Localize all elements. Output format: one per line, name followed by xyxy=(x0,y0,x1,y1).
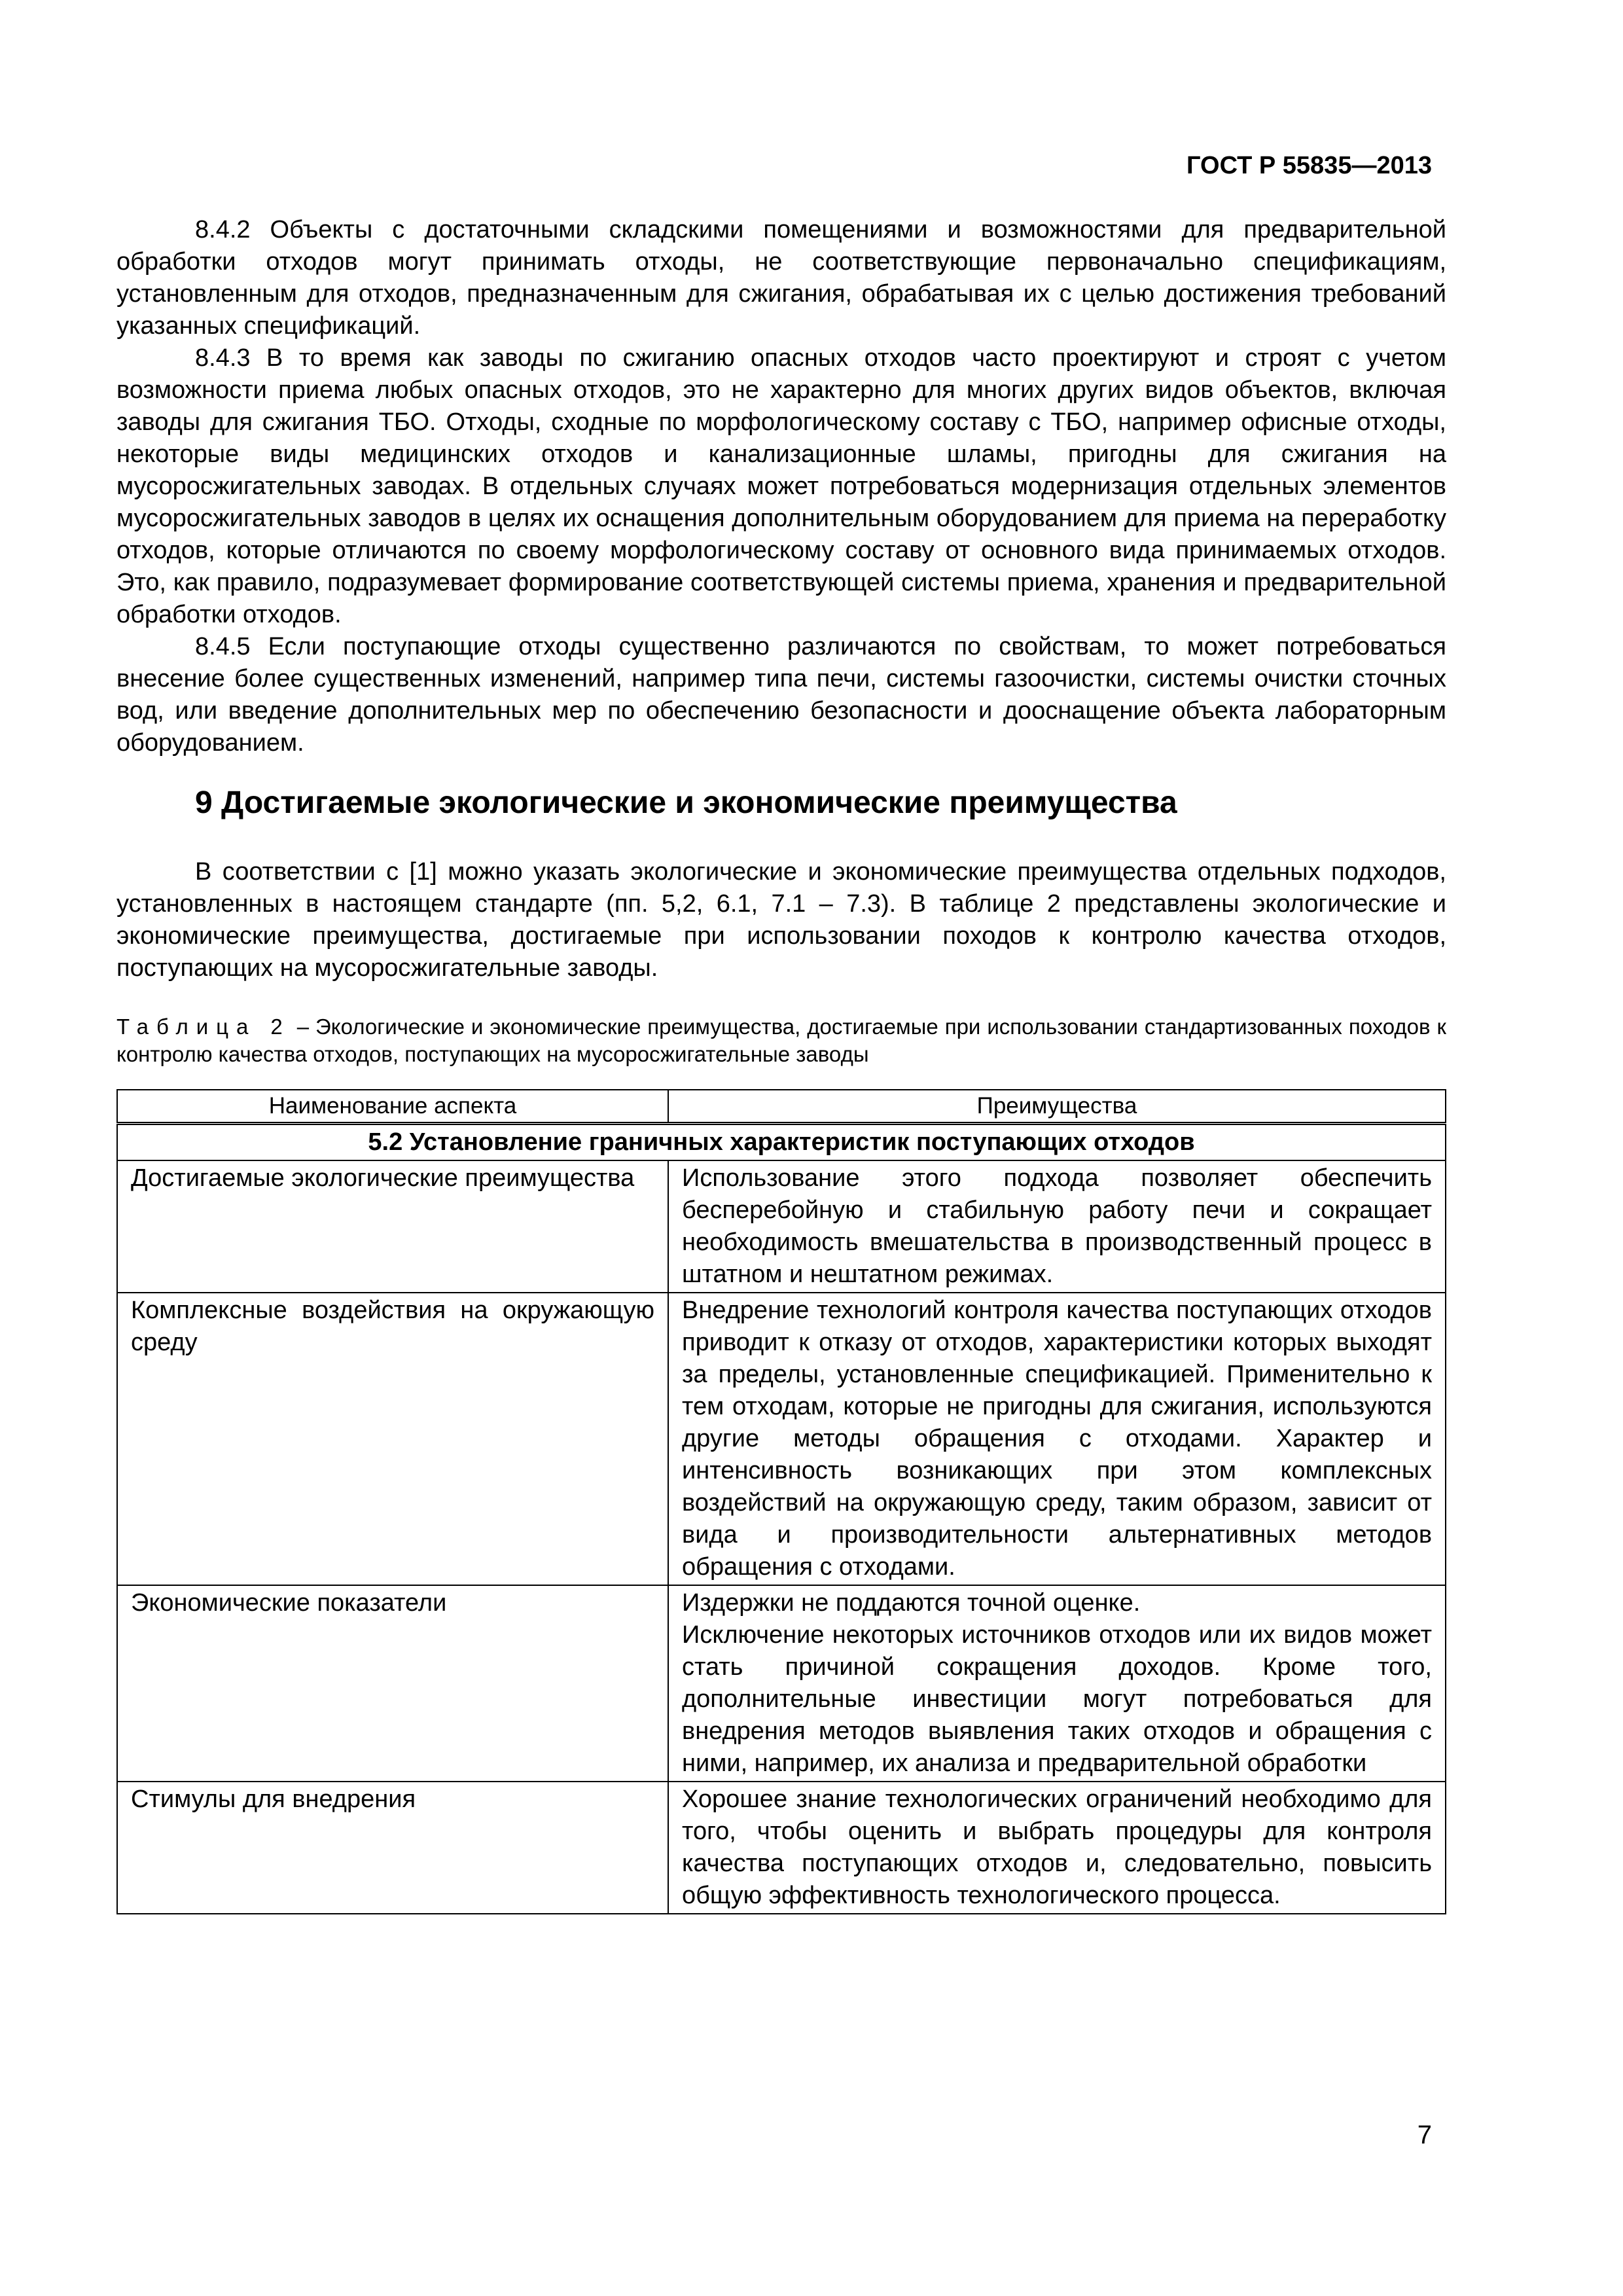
paragraph-8-4-3: 8.4.3 В то время как заводы по сжиганию опасных отходов часто проектируют и строят с учетом возможности приема любых опасных отходов, это не характерно для многих других видов объектов, включая заводы для сжигания ТБО. Отходы, сходные по морфологическому составу с ТБО, например офисные отходы, некоторые виды медицинских отходов и канализационные шламы, пригодны для сжигания на мусоросжигательных заводах. В отдельных случаях может потребоваться модернизация отдельных элементов мусоросжигательных заводов в целях их оснащения дополнительным оборудованием для приема на переработку отходов, которые отличаются по своему морфологическому составу от основного вида принимаемых отходов. Это, как правило, подразумевает формирование соответствующей системы приема, хранения и предварительной обработки отходов. xyxy=(116,344,1446,628)
table-header-row xyxy=(117,1090,1446,1124)
benefit-text: Исключение некоторых источников отходов или их видов может стать причиной сокращения доходов. Кроме того, дополнительные инвестиции могут потребоваться для внедрения методов выявления таких отходов и обращения с ними, например, их анализа и предварительной обработки xyxy=(682,1621,1432,1777)
table-caption-label: Таблица 2 xyxy=(116,1014,291,1039)
table-row xyxy=(117,1160,1446,1293)
aspect-cell: Комплексные воздействия на окружающую среду xyxy=(117,1293,668,1585)
table-section-title: 5.2 Установление граничных характеристик поступающих отходов xyxy=(117,1124,1446,1161)
benefit-text: Издержки не поддаются точной оценке. xyxy=(682,1589,1141,1617)
column-header-aspect: Наименование аспекта xyxy=(117,1090,668,1124)
paragraph-8-4-5: 8.4.5 Если поступающие отходы существенно различаются по свойствам, то может потребоваться внесение более существенных изменений, например типа печи, системы газоочистки, системы очистки сточных вод, или введение дополнительных мер по обеспечению безопасности и дооснащение объекта лабораторным оборудованием. xyxy=(116,633,1446,757)
benefit-text: Внедрение технологий контроля качества поступающих отходов приводит к отказу от отходов, характеристики которых выходят за пределы, установленные спецификацией. Применительно к тем отходам, которые не пригодны для сжигания, используются другие методы обращения с отходами. Характер и интенсивность возникающих при этом комплексных воздействий на окружающую среду, таким образом, зависит от вида и производительности альтернативных методов обращения с отходами. xyxy=(682,1297,1432,1581)
table-caption-text: – Экологические и экономические преимущества, достигаемые при использовании стандартизованных походов к контролю качества отходов, поступающих на мусоросжигательные заводы xyxy=(116,1014,1446,1066)
benefit-cell xyxy=(668,1160,1446,1293)
column-header-benefits: Преимущества xyxy=(668,1090,1446,1124)
aspect-cell: Экономические показатели xyxy=(117,1585,668,1782)
section-paragraph: В соответствии с [1] можно указать экологические и экономические преимущества отдельных подходов, установленных в настоящем стандарте (пп. 5,2, 6.1, 7.1 – 7.3). В таблице 2 представлены экологические и экономические преимущества, достигаемые при использовании походов к контролю качества отходов, поступающих на мусоросжигательные заводы. xyxy=(116,858,1446,982)
table-caption xyxy=(116,1013,1446,1068)
table-row xyxy=(117,1585,1446,1782)
table-section-row xyxy=(117,1124,1446,1161)
table-row xyxy=(117,1782,1446,1914)
aspect-cell: Достигаемые экологические преимущества xyxy=(117,1160,668,1293)
benefits-table xyxy=(116,1089,1446,1914)
benefit-cell xyxy=(668,1293,1446,1585)
body-text-block xyxy=(116,214,1446,759)
benefit-cell xyxy=(668,1585,1446,1782)
benefit-text: Использование этого подхода позволяет обеспечить бесперебойную и стабильную работу печи и сокращает необходимость вмешательства в производственный процесс в штатном и нештатном режимах. xyxy=(682,1164,1432,1288)
section-text-block xyxy=(116,856,1446,984)
section-heading: 9 Достигаемые экологические и экономические преимущества xyxy=(195,785,1177,820)
page-number: 7 xyxy=(1417,2121,1432,2149)
document-code: ГОСТ Р 55835—2013 xyxy=(1186,152,1432,179)
table-row xyxy=(117,1293,1446,1585)
aspect-cell: Стимулы для внедрения xyxy=(117,1782,668,1914)
paragraph-8-4-2: 8.4.2 Объекты с достаточными складскими помещениями и возможностями для предварительной обработки отходов могут принимать отходы, не соответствующие первоначально спецификациям, установленным для отходов, предназначенным для сжигания, обрабатывая их с целью достижения требований указанных спецификаций. xyxy=(116,216,1446,340)
benefit-text: Хорошее знание технологических ограничений необходимо для того, чтобы оценить и выбрать процедуры для контроля качества поступающих отходов и, следовательно, повысить общую эффективность технологического процесса. xyxy=(682,1785,1432,1909)
benefit-cell xyxy=(668,1782,1446,1914)
